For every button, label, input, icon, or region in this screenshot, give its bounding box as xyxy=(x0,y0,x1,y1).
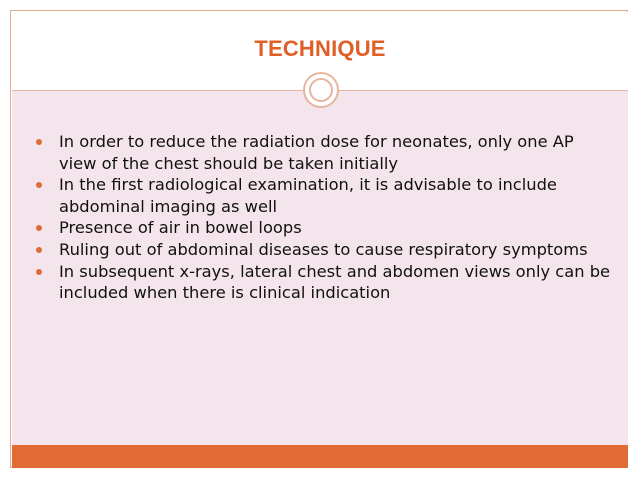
slide-content xyxy=(12,91,628,445)
bullet-dot-icon xyxy=(36,247,42,253)
bullet-item xyxy=(34,217,614,239)
footer-bar xyxy=(12,445,628,468)
bullet-text: In subsequent x-rays, lateral chest and abdomen views only can be included when there is clinical indication xyxy=(59,261,611,303)
bullet-list xyxy=(34,131,614,304)
bullet-item xyxy=(34,174,614,217)
circle-ornament-inner xyxy=(309,78,333,102)
bullet-text: In the first radiological examination, it is advisable to include abdominal imaging as well xyxy=(59,175,557,216)
bullet-dot-icon xyxy=(36,225,42,231)
bullet-dot-icon xyxy=(36,139,42,145)
slide-title: TECHNIQUE xyxy=(254,36,386,61)
bullet-item xyxy=(34,131,614,174)
bullet-dot-icon xyxy=(36,269,42,275)
bullet-dot-icon xyxy=(36,182,42,188)
bullet-item xyxy=(34,261,614,304)
bullet-item xyxy=(34,239,614,261)
circle-ornament-icon xyxy=(303,72,339,108)
slide-frame xyxy=(10,10,628,468)
bullet-text: Presence of air in bowel loops xyxy=(59,218,302,238)
bullet-text: In order to reduce the radiation dose for neonates, only one AP view of the chest should be taken initially xyxy=(59,132,574,173)
bullet-text: Ruling out of abdominal diseases to cause respiratory symptoms xyxy=(59,239,588,259)
